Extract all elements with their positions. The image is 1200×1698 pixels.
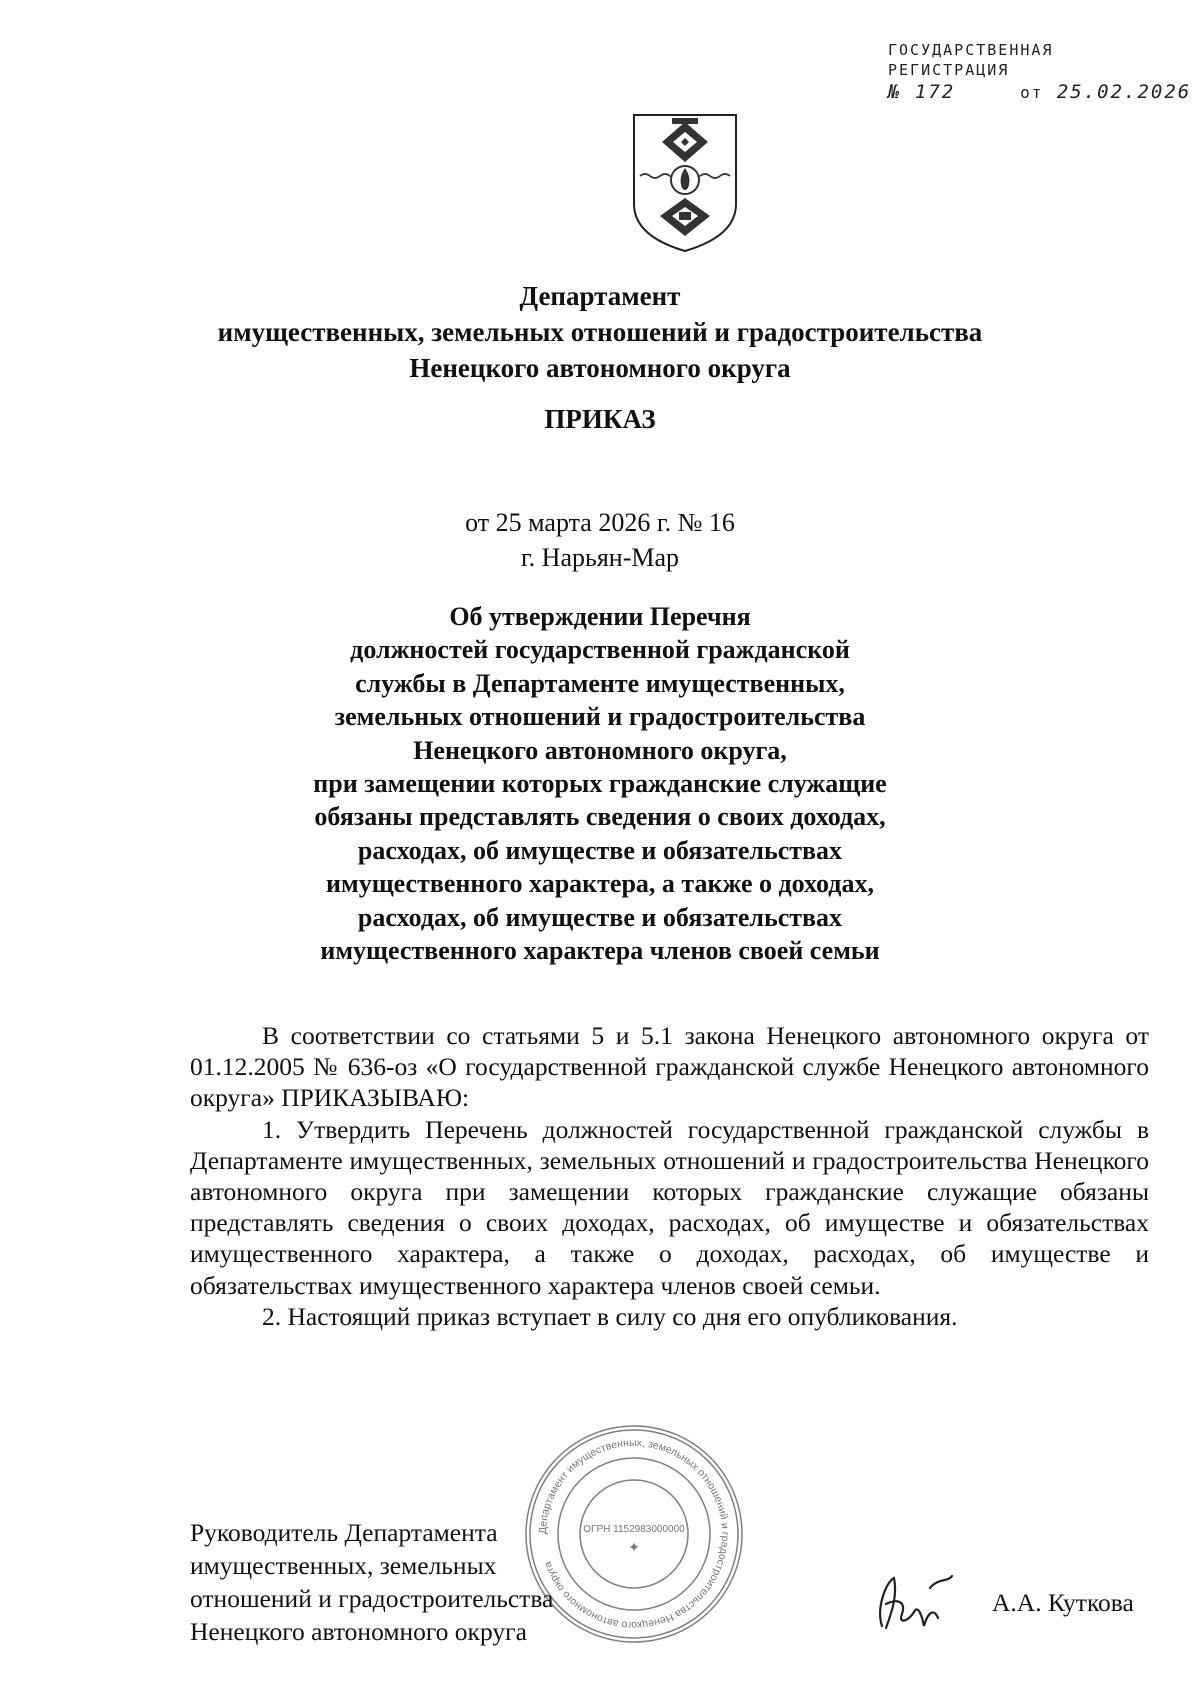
seal-ogrn: ОГРН 1152983000000	[583, 1524, 685, 1535]
body-preamble: В соответствии со статьями 5 и 5.1 закона Ненецкого автономного округа от 01.12.2005 № 636-оз «О государственной гражданской службе Ненецкого автономного округа» ПРИКАЗЫВАЮ:	[190, 1021, 1149, 1113]
title-line: Ненецкого автономного округа,	[413, 735, 787, 765]
registration-date: 25.02.2026	[1056, 81, 1192, 103]
registration-stamp	[888, 40, 1192, 103]
department-line1: Департамент	[519, 281, 681, 311]
registration-number-label: №	[888, 81, 902, 103]
position-line: Ненецкого автономного округа	[190, 1617, 527, 1646]
title-line: имущественного характера членов своей семьи	[320, 936, 880, 966]
position-line: отношений и градостроительства	[190, 1584, 554, 1613]
title-line: имущественного характера, а также о доходах,	[326, 869, 874, 899]
handwritten-signature-icon	[868, 1568, 988, 1638]
document-body	[190, 1020, 1149, 1332]
registration-number-row	[888, 81, 1192, 103]
department-line3: Ненецкого автономного округа	[409, 353, 791, 383]
document-date: от 25 марта 2026 г. № 16	[465, 508, 735, 537]
svg-text:✦: ✦	[628, 1539, 640, 1555]
registration-number: 172	[914, 81, 956, 103]
official-seal-icon	[520, 1420, 748, 1648]
coat-of-arms-icon	[630, 112, 740, 254]
title-line: службы в Департаменте имущественных,	[355, 668, 845, 698]
signer-name: А.А. Куткова	[992, 1588, 1134, 1617]
position-line: имущественных, земельных	[190, 1551, 497, 1580]
registration-line2: РЕГИСТРАЦИЯ	[888, 61, 1010, 79]
position-line: Руководитель Департамента	[190, 1518, 498, 1547]
document-title	[0, 600, 1200, 967]
department-header	[0, 278, 1200, 386]
registration-date-label: от	[1020, 83, 1044, 102]
seal-ring-text: Департамент имущественных, земельных отношений и градостроительства Ненецкого автономного округа	[536, 1436, 732, 1632]
title-line: при замещении которых гражданские служащие	[313, 769, 887, 799]
title-line: расходах, об имуществе и обязательствах	[357, 902, 843, 932]
title-line: Об утверждении Перечня	[449, 602, 751, 631]
title-line: расходах, об имуществе и обязательствах	[357, 835, 843, 865]
title-line: земельных отношений и градостроительства	[334, 702, 866, 732]
document-place: г. Нарьян-Мар	[520, 543, 680, 572]
department-line2: имущественных, земельных отношений и градостроительства	[217, 317, 983, 347]
registration-line1: ГОСУДАРСТВЕННАЯ	[888, 41, 1054, 59]
body-item-2: 2. Настоящий приказ вступает в силу со дня его опубликования.	[262, 1301, 958, 1331]
document-meta	[0, 505, 1200, 575]
body-item-1: 1. Утвердить Перечень должностей государственной гражданской службы в Департаменте имущественных, земельных отношений и градостроительства Ненецкого автономного округа при замещении которых гражданские служащие обязаны представлять сведения о своих доходах, расходах, об имуществе и обязательствах имущественного характера, а также о доходах, расходах, об имуществе и обязательствах имущественного характера членов своей семьи.	[190, 1114, 1149, 1300]
title-line: обязаны представлять сведения о своих доходах,	[314, 802, 886, 832]
document-type: ПРИКАЗ	[544, 404, 656, 434]
title-line: должностей государственной гражданской	[350, 635, 850, 665]
signature-position	[190, 1516, 553, 1648]
